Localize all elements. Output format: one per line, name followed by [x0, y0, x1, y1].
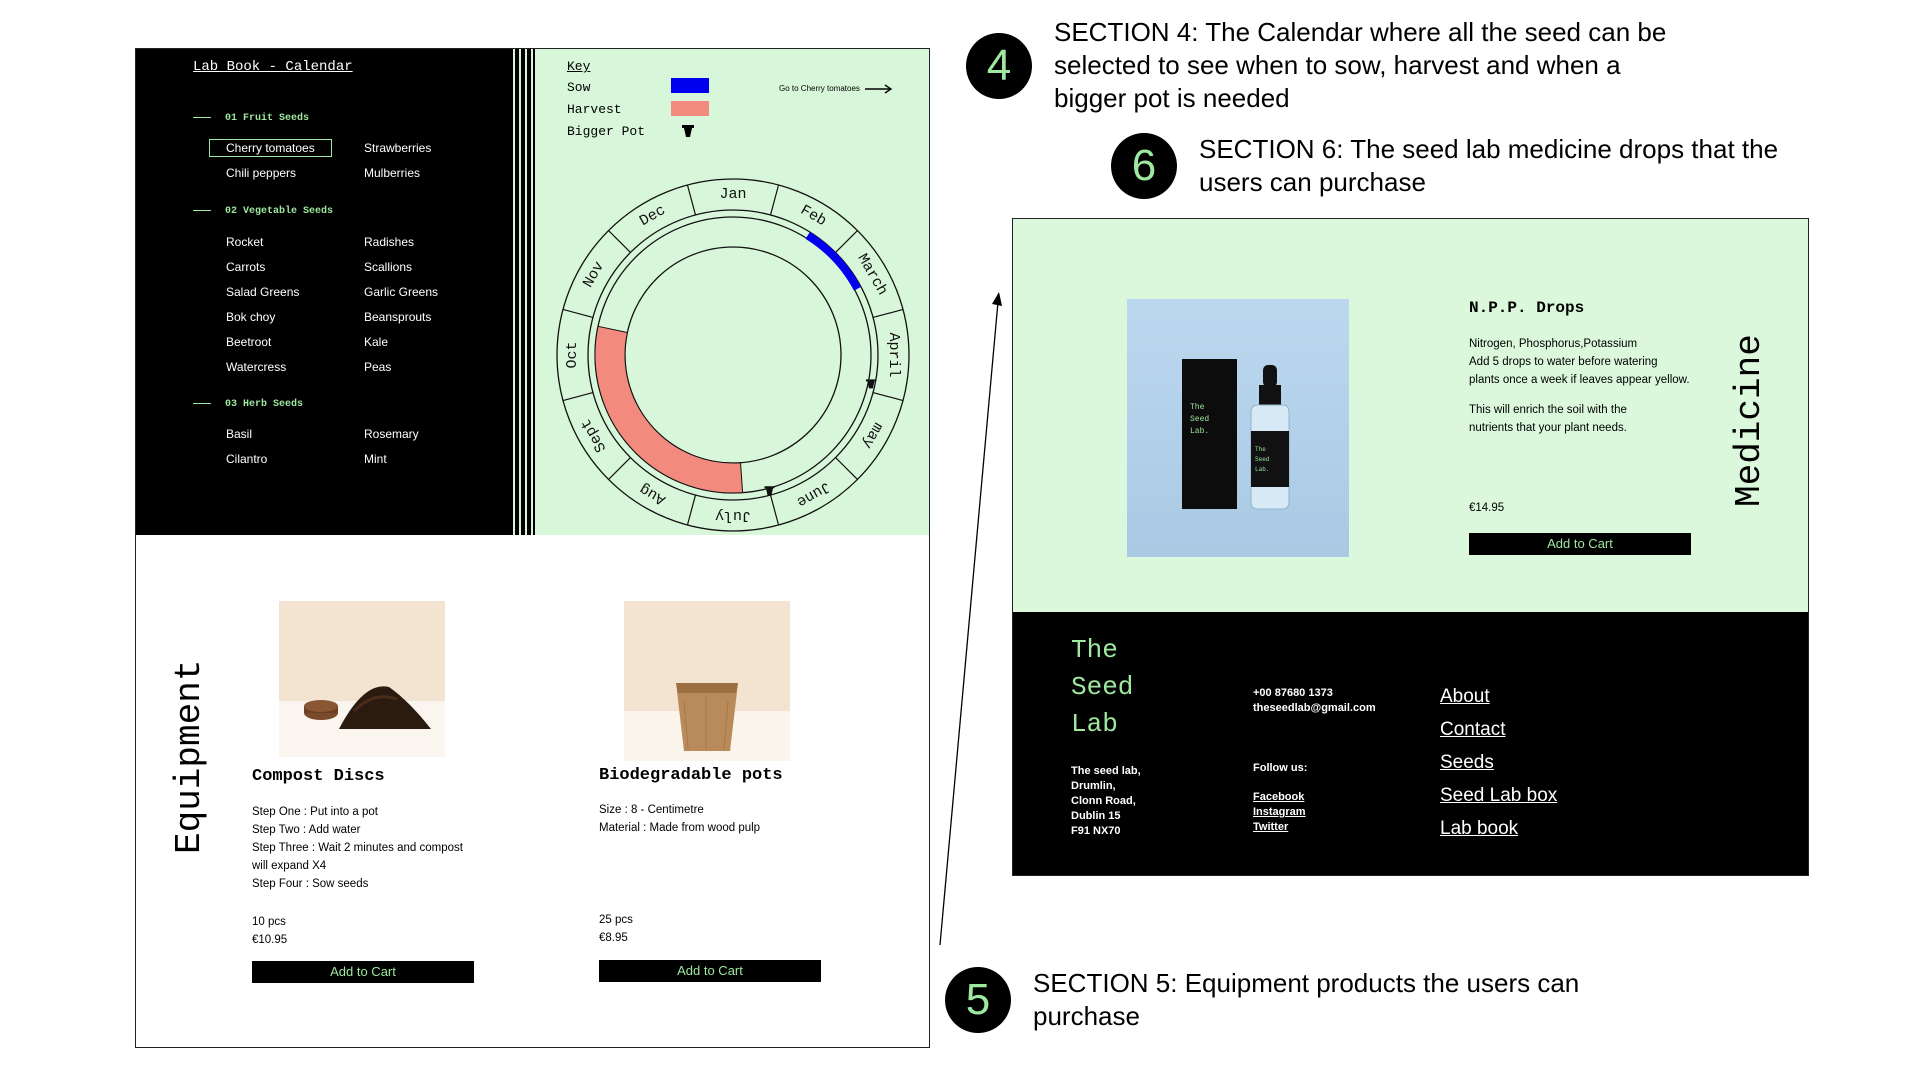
address-line: F91 NX70 [1071, 825, 1121, 837]
address-line: Dublin 15 [1071, 810, 1121, 822]
address-line: Drumlin, [1071, 780, 1116, 792]
product-details [252, 803, 463, 893]
brand-line: The [1071, 635, 1118, 665]
medicine-heading: Medicine [1729, 334, 1770, 507]
npp-drops-image [1127, 299, 1349, 557]
seed-garlic-greens[interactable]: Garlic Greens [364, 285, 439, 299]
seed-kale[interactable]: Kale [364, 335, 389, 349]
go-to-seed-link[interactable] [779, 84, 893, 94]
compost-discs-image [279, 601, 445, 757]
detail-line: Material : Made from wood pulp [599, 822, 761, 834]
product-card-pots [624, 601, 790, 766]
add-to-cart-button[interactable]: Add to Cart [1469, 533, 1691, 555]
month-divider [771, 185, 779, 215]
category-fruit-seeds: 01 Fruit Seeds [193, 113, 309, 124]
footer-nav-about[interactable]: About [1440, 686, 1490, 707]
medicine-description [1469, 335, 1690, 437]
month-divider [609, 231, 631, 253]
detail-line: Step Three : Wait 2 minutes and compost [252, 842, 463, 854]
medicine-product-title: N.P.P. Drops [1469, 299, 1585, 317]
month-divider [873, 309, 903, 317]
footer-brand [1071, 632, 1133, 743]
key-harvest-label: Harvest [567, 102, 622, 117]
detail-line: Step Four : Sow seeds [252, 878, 369, 890]
month-divider [563, 393, 593, 401]
seed-mulberries[interactable]: Mulberries [364, 166, 421, 180]
month-divider [771, 495, 779, 525]
product-title: Compost Discs [252, 767, 385, 786]
lab-book-title[interactable]: Lab Book - Calendar [193, 59, 353, 75]
connector-arrow [930, 290, 1010, 960]
annotation-line: SECTION 5: Equipment products the users can [1033, 968, 1580, 998]
footer-nav-seeds[interactable]: Seeds [1440, 752, 1494, 773]
annotation-line: SECTION 6: The seed lab medicine drops that the [1199, 134, 1779, 164]
add-to-cart-button[interactable]: Add to Cart [252, 961, 474, 983]
key-sow-label: Sow [567, 80, 591, 95]
month-divider [836, 458, 858, 480]
brand-line: Lab [1071, 709, 1118, 739]
footer-nav-lab-book[interactable]: Lab book [1440, 818, 1519, 839]
detail-line: Add 5 drops to water before watering [1469, 356, 1658, 368]
equipment-heading: Equipment [169, 659, 210, 854]
month-divider [836, 231, 858, 253]
bottle-box-label: Seed [1190, 415, 1210, 424]
calendar-area [535, 49, 930, 535]
harvest-period-mark [595, 326, 743, 493]
footer-nav-seed-lab-box[interactable]: Seed Lab box [1440, 785, 1558, 806]
category-herb-seeds: 03 Herb Seeds [193, 399, 303, 410]
product-card-compost [279, 601, 445, 762]
seed-scallions[interactable]: Scallions [364, 260, 413, 274]
site-footer [1013, 612, 1809, 876]
annotation-line: users can purchase [1199, 167, 1426, 197]
detail-line: nutrients that your plant needs. [1469, 422, 1627, 434]
month-label-jan[interactable]: Jan [719, 186, 747, 203]
key-sow-swatch [671, 78, 709, 93]
detail-line: will expand X4 [252, 860, 327, 872]
annotation-badge-4: 4 [966, 33, 1032, 99]
detail-line: This will enrich the soil with the [1469, 404, 1627, 416]
detail-line: Size : 8 - Centimetre [599, 804, 704, 816]
annotation-line: SECTION 4: The Calendar where all the seed can be [1054, 17, 1667, 47]
bigger-pot-icon [681, 124, 695, 138]
month-label-dec[interactable]: Dec [636, 201, 669, 231]
month-label-sept[interactable]: Sept [577, 415, 611, 456]
lab-book-page [135, 48, 930, 1048]
month-label-july[interactable]: July [714, 507, 752, 524]
detail-line: Nitrogen, Phosphorus,Potassium [1469, 338, 1638, 350]
annotation-badge-5: 5 [945, 967, 1011, 1033]
seed-cilantro[interactable]: Cilantro [226, 452, 268, 466]
footer-address [1071, 764, 1141, 839]
bottle-box-label: Lab. [1190, 427, 1210, 436]
calendar-wheel[interactable] [553, 175, 913, 535]
month-label-oct[interactable]: Oct [564, 341, 581, 369]
product-price: €8.95 [599, 932, 628, 944]
annotation-line: purchase [1033, 1001, 1140, 1031]
address-line: The seed lab, [1071, 765, 1141, 777]
instagram-link[interactable]: Instagram [1253, 806, 1306, 818]
annotation-section-4 [1054, 16, 1666, 115]
bottle-label: The [1255, 446, 1266, 453]
month-label-feb[interactable]: Feb [797, 201, 830, 231]
seed-mint[interactable]: Mint [364, 452, 387, 466]
biodegradable-pot-image [624, 601, 790, 761]
brand-line: Seed [1071, 672, 1134, 702]
seed-rocket[interactable]: Rocket [226, 235, 264, 249]
social-links [1253, 790, 1306, 835]
product-qty: 25 pcs [599, 914, 633, 926]
month-label-may[interactable]: may [857, 419, 887, 452]
footer-phone[interactable]: +00 87680 1373 [1253, 687, 1333, 699]
detail-line: Step Two : Add water [252, 824, 361, 836]
medicine-section [1013, 219, 1809, 612]
key-bigger-pot-label: Bigger Pot [567, 124, 646, 139]
footer-nav [1440, 680, 1557, 845]
sow-period-mark [806, 232, 861, 291]
seed-bok-choy[interactable]: Bok choy [226, 310, 276, 324]
seed-watercress[interactable]: Watercress [226, 360, 287, 374]
seed-strawberries[interactable]: Strawberries [364, 141, 432, 155]
footer-nav-contact[interactable]: Contact [1440, 719, 1506, 740]
bottle-box-label: The [1190, 403, 1205, 412]
seed-rosemary[interactable]: Rosemary [364, 427, 419, 441]
add-to-cart-button[interactable]: Add to Cart [599, 960, 821, 982]
seed-carrots[interactable]: Carrots [226, 260, 266, 274]
key-title: Key [567, 59, 591, 74]
month-divider [687, 495, 695, 525]
annotation-line: bigger pot is needed [1054, 83, 1290, 113]
twitter-link[interactable]: Twitter [1253, 821, 1289, 833]
product-price: €10.95 [252, 934, 288, 946]
seed-beansprouts[interactable]: Beansprouts [364, 310, 432, 324]
decorative-stripes [509, 49, 535, 535]
seed-radishes[interactable]: Radishes [364, 235, 415, 249]
follow-us-label: Follow us: [1253, 762, 1308, 774]
seed-chili-peppers[interactable]: Chili peppers [226, 166, 297, 180]
facebook-link[interactable]: Facebook [1253, 791, 1305, 803]
month-divider [873, 393, 903, 401]
medicine-page [1012, 218, 1809, 876]
go-to-seed-label[interactable]: Go to Cherry tomatoes [779, 84, 860, 94]
month-divider [687, 185, 695, 215]
seed-peas[interactable]: Peas [364, 360, 392, 374]
seed-salad-greens[interactable]: Salad Greens [226, 285, 300, 299]
month-label-april[interactable]: April [885, 332, 902, 378]
product-details [599, 801, 760, 837]
wheel-band-inner [625, 247, 841, 463]
category-vegetable-seeds: 02 Vegetable Seeds [193, 206, 333, 217]
medicine-price: €14.95 [1469, 502, 1505, 514]
arrow-right-icon [865, 84, 893, 94]
annotation-badge-6: 6 [1111, 133, 1177, 199]
month-label-march[interactable]: March [853, 251, 891, 299]
footer-contact [1253, 686, 1376, 716]
key-harvest-swatch [671, 101, 709, 116]
detail-line: plants once a week if leaves appear yellow. [1469, 374, 1690, 386]
product-qty: 10 pcs [252, 916, 286, 928]
month-label-nov[interactable]: Nov [579, 258, 609, 291]
month-label-june[interactable]: June [793, 477, 834, 511]
month-divider [563, 309, 593, 317]
bottle-label: Lab. [1255, 466, 1270, 473]
bottle-label: Seed [1255, 456, 1270, 463]
seed-beetroot[interactable]: Beetroot [226, 335, 272, 349]
annotation-section-5 [1033, 967, 1579, 1033]
month-divider [609, 458, 631, 480]
seed-sidebar [136, 49, 509, 535]
product-title: Biodegradable pots [599, 766, 783, 785]
seed-basil[interactable]: Basil [226, 427, 253, 441]
annotation-section-6 [1199, 133, 1778, 199]
month-label-aug[interactable]: Aug [636, 479, 669, 509]
seed-cherry-tomatoes[interactable]: Cherry tomatoes [209, 139, 332, 157]
detail-line: Step One : Put into a pot [252, 806, 378, 818]
address-line: Clonn Road, [1071, 795, 1136, 807]
footer-email[interactable]: theseedlab@gmail.com [1253, 702, 1376, 714]
annotation-line: selected to see when to sow, harvest and when a [1054, 50, 1621, 80]
